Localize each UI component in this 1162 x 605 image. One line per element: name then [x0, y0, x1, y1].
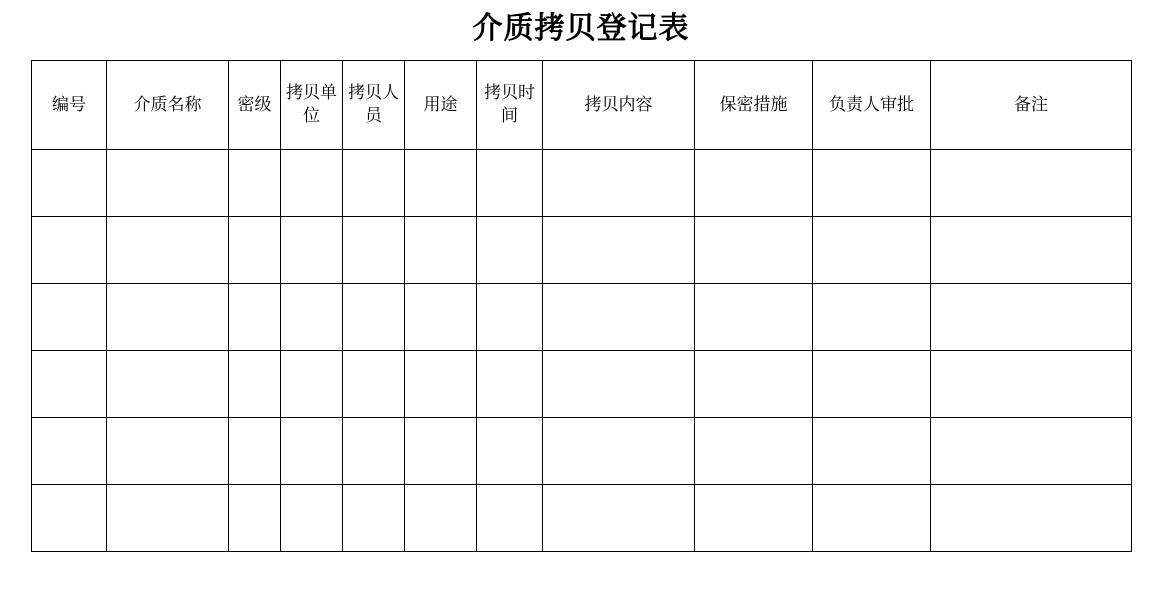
cell-copy-unit[interactable]: [281, 150, 343, 217]
column-header-media-name: 介质名称: [107, 61, 229, 150]
cell-approval[interactable]: [813, 418, 931, 485]
cell-remarks[interactable]: [931, 351, 1132, 418]
table-row[interactable]: [32, 284, 1132, 351]
cell-copy-unit[interactable]: [281, 485, 343, 552]
column-header-copy-time: 拷贝时间: [477, 61, 543, 150]
cell-id[interactable]: [32, 351, 107, 418]
cell-remarks[interactable]: [931, 485, 1132, 552]
column-header-copy-content: 拷贝内容: [543, 61, 695, 150]
cell-purpose[interactable]: [405, 351, 477, 418]
column-header-secrecy-level: 密级: [229, 61, 281, 150]
cell-copy-unit[interactable]: [281, 351, 343, 418]
table-container: [31, 60, 1131, 552]
table-row[interactable]: [32, 217, 1132, 284]
cell-security-measures[interactable]: [695, 150, 813, 217]
column-header-copy-unit: 拷贝单位: [281, 61, 343, 150]
cell-copy-time[interactable]: [477, 150, 543, 217]
cell-secrecy-level[interactable]: [229, 217, 281, 284]
cell-security-measures[interactable]: [695, 217, 813, 284]
cell-id[interactable]: [32, 485, 107, 552]
cell-copy-content[interactable]: [543, 418, 695, 485]
cell-media-name[interactable]: [107, 217, 229, 284]
cell-copy-person[interactable]: [343, 351, 405, 418]
table-row[interactable]: [32, 418, 1132, 485]
cell-copy-content[interactable]: [543, 217, 695, 284]
cell-approval[interactable]: [813, 150, 931, 217]
cell-id[interactable]: [32, 284, 107, 351]
cell-approval[interactable]: [813, 351, 931, 418]
cell-secrecy-level[interactable]: [229, 418, 281, 485]
column-header-approval: 负责人审批: [813, 61, 931, 150]
cell-approval[interactable]: [813, 485, 931, 552]
cell-secrecy-level[interactable]: [229, 351, 281, 418]
column-header-security-measures: 保密措施: [695, 61, 813, 150]
table-row[interactable]: [32, 351, 1132, 418]
cell-media-name[interactable]: [107, 485, 229, 552]
cell-media-name[interactable]: [107, 418, 229, 485]
page-title: 介质拷贝登记表: [472, 12, 690, 45]
cell-secrecy-level[interactable]: [229, 485, 281, 552]
cell-remarks[interactable]: [931, 284, 1132, 351]
cell-copy-person[interactable]: [343, 418, 405, 485]
cell-remarks[interactable]: [931, 150, 1132, 217]
cell-secrecy-level[interactable]: [229, 284, 281, 351]
cell-approval[interactable]: [813, 284, 931, 351]
cell-copy-content[interactable]: [543, 485, 695, 552]
cell-copy-time[interactable]: [477, 485, 543, 552]
cell-purpose[interactable]: [405, 150, 477, 217]
cell-id[interactable]: [32, 150, 107, 217]
table-body: [32, 150, 1132, 552]
cell-purpose[interactable]: [405, 284, 477, 351]
cell-id[interactable]: [32, 217, 107, 284]
cell-copy-time[interactable]: [477, 418, 543, 485]
table-row[interactable]: [32, 150, 1132, 217]
cell-copy-time[interactable]: [477, 351, 543, 418]
cell-copy-unit[interactable]: [281, 284, 343, 351]
cell-security-measures[interactable]: [695, 485, 813, 552]
cell-copy-unit[interactable]: [281, 418, 343, 485]
column-header-purpose: 用途: [405, 61, 477, 150]
table-row[interactable]: [32, 485, 1132, 552]
cell-remarks[interactable]: [931, 418, 1132, 485]
table-header-row: [32, 61, 1132, 150]
cell-security-measures[interactable]: [695, 418, 813, 485]
cell-media-name[interactable]: [107, 351, 229, 418]
cell-copy-person[interactable]: [343, 284, 405, 351]
column-header-copy-person: 拷贝人员: [343, 61, 405, 150]
column-header-id: 编号: [32, 61, 107, 150]
cell-remarks[interactable]: [931, 217, 1132, 284]
cell-security-measures[interactable]: [695, 351, 813, 418]
cell-copy-time[interactable]: [477, 217, 543, 284]
cell-copy-content[interactable]: [543, 150, 695, 217]
cell-purpose[interactable]: [405, 485, 477, 552]
cell-copy-content[interactable]: [543, 351, 695, 418]
cell-copy-person[interactable]: [343, 217, 405, 284]
column-header-remarks: 备注: [931, 61, 1132, 150]
cell-purpose[interactable]: [405, 217, 477, 284]
cell-purpose[interactable]: [405, 418, 477, 485]
cell-id[interactable]: [32, 418, 107, 485]
cell-secrecy-level[interactable]: [229, 150, 281, 217]
media-copy-register-table: [31, 60, 1132, 552]
cell-copy-person[interactable]: [343, 485, 405, 552]
cell-copy-unit[interactable]: [281, 217, 343, 284]
cell-media-name[interactable]: [107, 284, 229, 351]
cell-security-measures[interactable]: [695, 284, 813, 351]
cell-copy-content[interactable]: [543, 284, 695, 351]
cell-approval[interactable]: [813, 217, 931, 284]
cell-copy-time[interactable]: [477, 284, 543, 351]
cell-copy-person[interactable]: [343, 150, 405, 217]
table-header: [32, 61, 1132, 150]
cell-media-name[interactable]: [107, 150, 229, 217]
